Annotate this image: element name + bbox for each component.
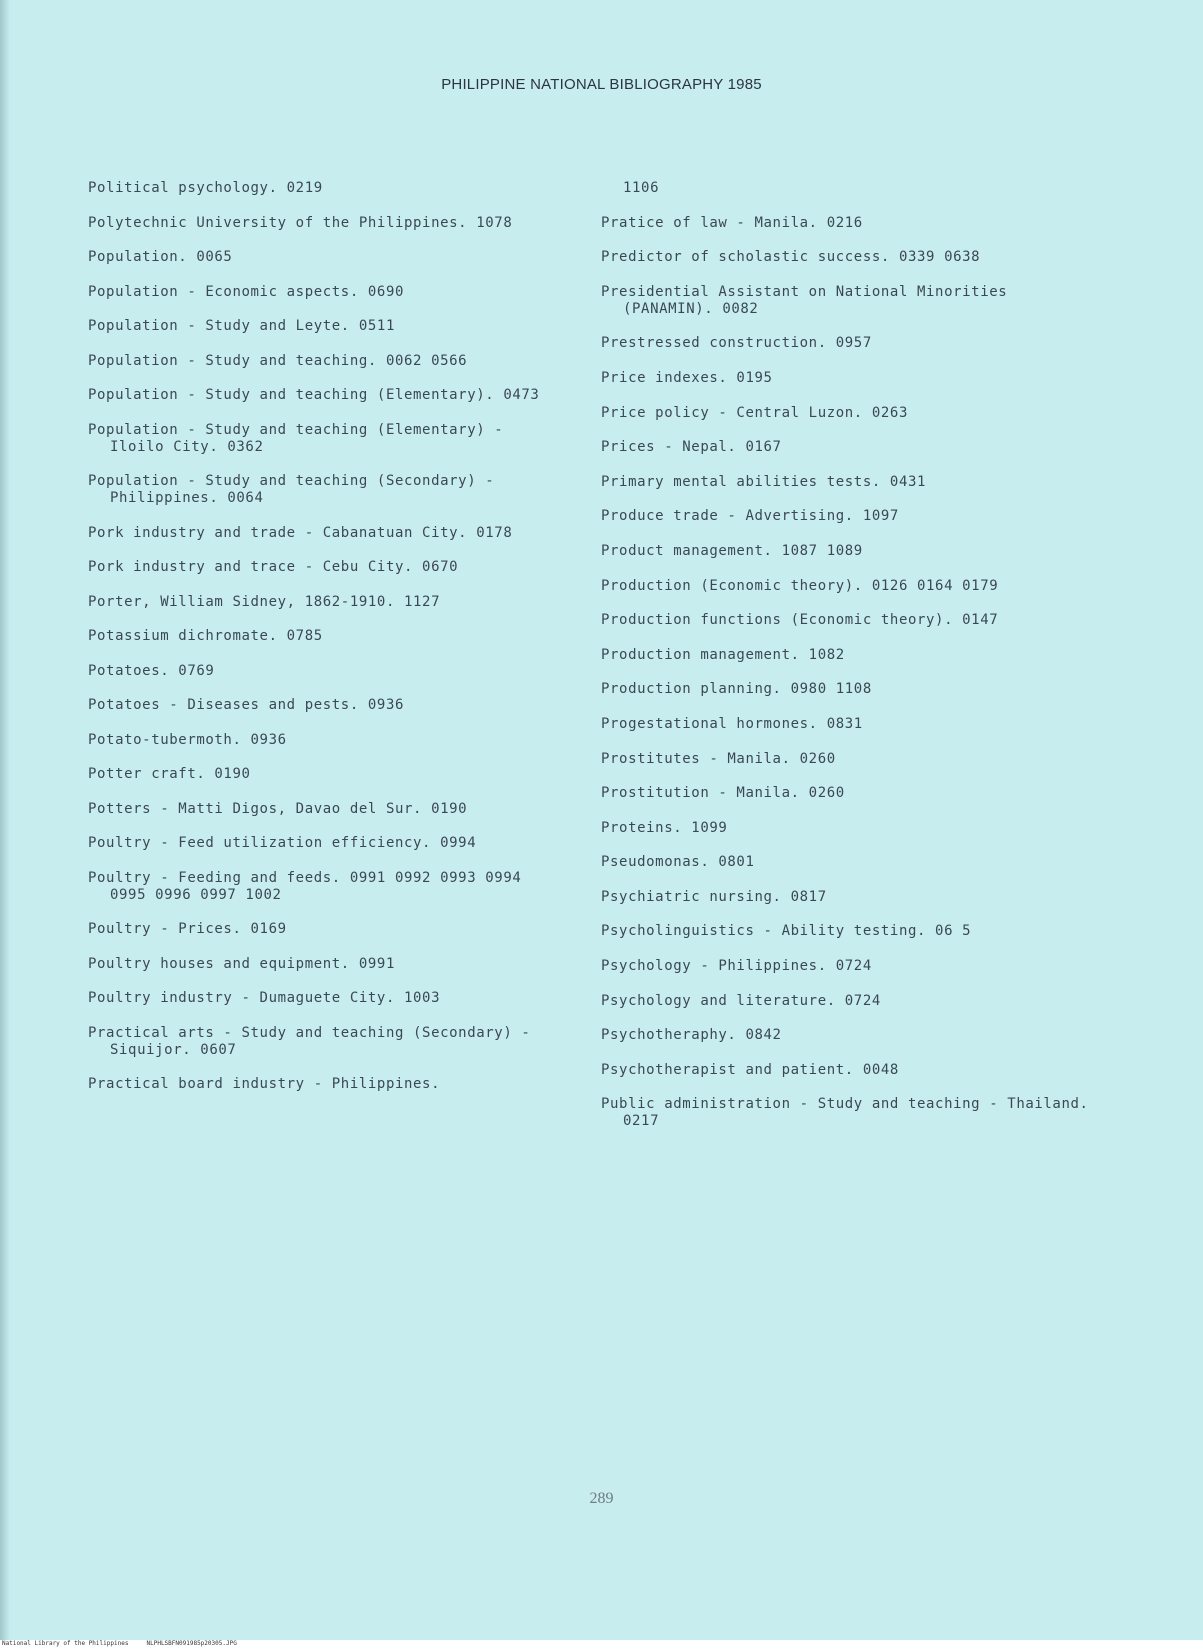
index-entry: Poultry - Prices. 0169 bbox=[88, 921, 287, 937]
index-entry: Public administration - Study and teaching - Thailand. 0217 bbox=[601, 1096, 1098, 1130]
index-entry: Potters - Matti Digos, Davao del Sur. 0190 bbox=[88, 800, 468, 817]
index-entry: Poultry houses and equipment. 0991 bbox=[88, 955, 395, 972]
index-entry: Population - Study and teaching. 0062 0566 bbox=[88, 352, 468, 369]
left-column bbox=[88, 180, 558, 1111]
index-entry: Population - Study and teaching (Secondary) - Philippines. 0064 bbox=[88, 473, 504, 506]
index-entry: Political psychology. 0219 bbox=[88, 180, 323, 196]
index-entry: Psycholinguistics - Ability testing. 06 5 bbox=[601, 923, 972, 940]
index-entry: Practical board industry - Philippines. bbox=[88, 1076, 441, 1092]
index-entry: Poultry industry - Dumaguete City. 1003 bbox=[88, 990, 441, 1006]
index-entry: Psychiatric nursing. 0817 bbox=[601, 888, 827, 905]
index-entry: Prostitution - Manila. 0260 bbox=[601, 785, 845, 802]
index-entry: Potter craft. 0190 bbox=[88, 766, 251, 782]
index-entry: Potatoes - Diseases and pests. 0936 bbox=[88, 697, 405, 713]
page-number: 289 bbox=[589, 1490, 614, 1507]
index-entry: Porter, William Sidney, 1862-1910. 1127 bbox=[88, 593, 441, 610]
index-entry: Poultry - Feed utilization efficiency. 0994 bbox=[88, 835, 477, 851]
index-entry: Pork industry and trace - Cebu City. 0670 bbox=[88, 559, 459, 575]
index-entry: Prices - Nepal. 0167 bbox=[601, 439, 782, 456]
page-header: PHILIPPINE NATIONAL BIBLIOGRAPHY 1985 bbox=[441, 76, 762, 93]
index-entry: Production (Economic theory). 0126 0164 0179 bbox=[601, 577, 999, 594]
index-entry: Price policy - Central Luzon. 0263 bbox=[601, 404, 908, 421]
index-entry: Prestressed construction. 0957 bbox=[601, 335, 872, 352]
index-entry: Presidential Assistant on National Minorities (PANAMIN). 0082 bbox=[601, 283, 1017, 317]
right-column bbox=[601, 180, 1098, 1148]
index-entry: Primary mental abilities tests. 0431 bbox=[601, 473, 927, 490]
page-edge-shadow bbox=[0, 0, 10, 1650]
index-entry: Psychotheraphy. 0842 bbox=[601, 1027, 782, 1044]
index-entry: Production planning. 0980 1108 bbox=[601, 681, 872, 698]
index-entry: Poultry - Feeding and feeds. 0991 0992 0993 0994 0995 0996 0997 1002 bbox=[88, 869, 531, 903]
index-entry: Population - Study and Leyte. 0511 bbox=[88, 318, 395, 334]
index-entry: Potatoes. 0769 bbox=[88, 662, 215, 679]
index-entry: Pseudomonas. 0801 bbox=[601, 854, 755, 871]
index-entry: Proteins. 1099 bbox=[601, 819, 728, 836]
index-entry: Population - Economic aspects. 0690 bbox=[88, 283, 405, 300]
index-entry: Potassium dichromate. 0785 bbox=[88, 628, 323, 644]
index-entry: Polytechnic University of the Philippines. 1078 bbox=[88, 214, 513, 231]
index-entry: Production management. 1082 bbox=[601, 646, 845, 663]
index-entry: Pratice of law - Manila. 0216 bbox=[601, 214, 863, 231]
scan-footer-text: National Library of the Philippines NLPHLSBFN091985p20305.JPG bbox=[2, 1640, 237, 1647]
index-entry: Predictor of scholastic success. 0339 0638 bbox=[601, 249, 981, 266]
index-entry: Production functions (Economic theory). 0147 bbox=[601, 612, 999, 629]
scan-footer bbox=[0, 1640, 1203, 1650]
index-entry: Prostitutes - Manila. 0260 bbox=[601, 750, 836, 767]
index-entry-continuation: 1106 bbox=[623, 180, 660, 196]
index-entry: Practical arts - Study and teaching (Secondary) - Siquijor. 0607 bbox=[88, 1024, 540, 1058]
index-entry: Potato-tubermoth. 0936 bbox=[88, 731, 287, 748]
index-entry: Psychology and literature. 0724 bbox=[601, 992, 881, 1009]
index-entry: Population - Study and teaching (Elementary). 0473 bbox=[88, 387, 540, 403]
index-entry: Population - Study and teaching (Elementary) - Iloilo City. 0362 bbox=[88, 421, 513, 455]
index-entry: Progestational hormones. 0831 bbox=[601, 715, 863, 732]
index-entry: Psychotherapist and patient. 0048 bbox=[601, 1061, 899, 1078]
index-entry: Price indexes. 0195 bbox=[601, 369, 773, 386]
index-entry: Population. 0065 bbox=[88, 249, 233, 265]
index-entry: Pork industry and trade - Cabanatuan City. 0178 bbox=[88, 524, 513, 541]
index-entry: Product management. 1087 1089 bbox=[601, 542, 863, 559]
index-entry: Psychology - Philippines. 0724 bbox=[601, 958, 872, 975]
index-entry: Produce trade - Advertising. 1097 bbox=[601, 508, 899, 525]
